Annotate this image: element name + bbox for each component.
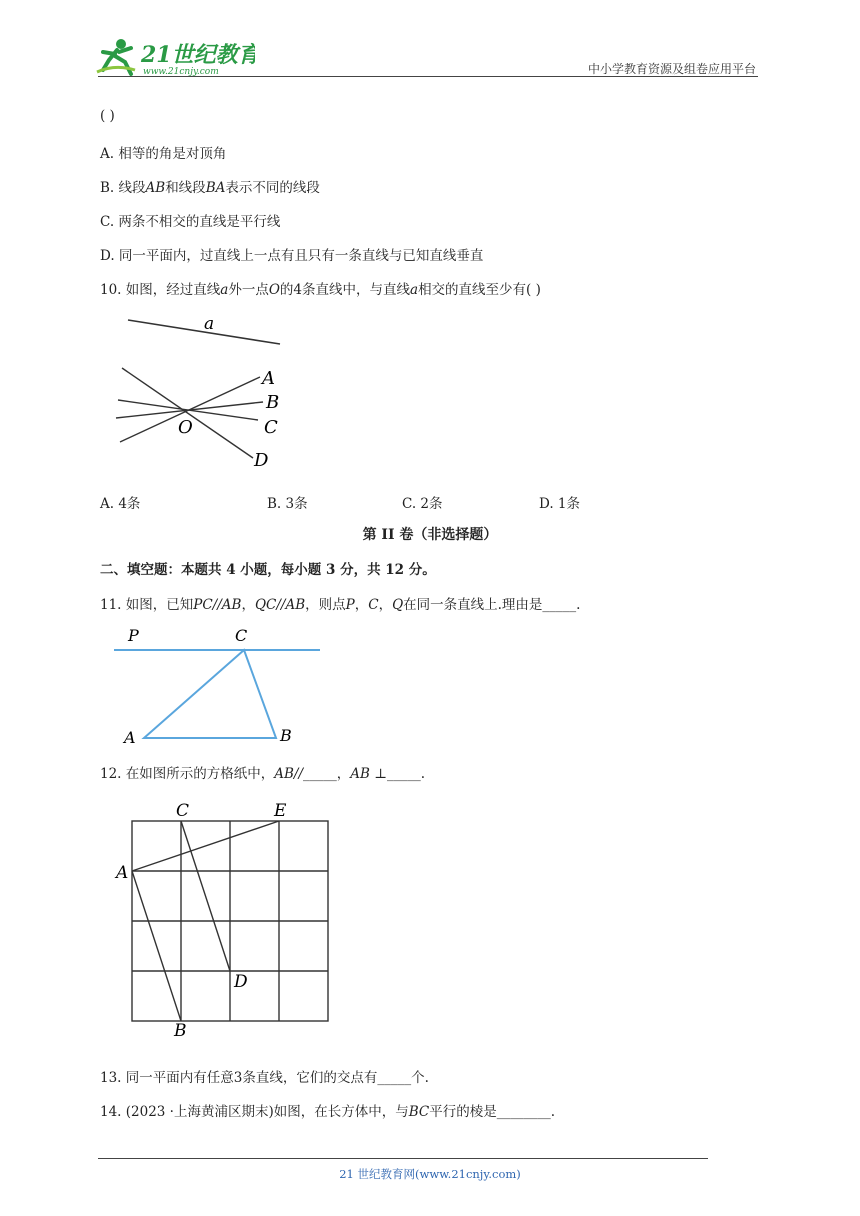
q12-stem: 12. 在如图所示的方格纸中，AB//_____，AB ⊥_____. (100, 766, 426, 782)
label-D: D (254, 450, 269, 471)
q9-option-d: D. 同一平面内，过直线上一点有且只有一条直线与已知直线垂直 (100, 248, 484, 264)
q9-bracket: ( ) (100, 108, 115, 124)
q10-option-d: D. 1条 (539, 496, 581, 512)
footer-divider (98, 1158, 708, 1159)
runner-icon (97, 39, 135, 74)
label-C: C (176, 801, 190, 821)
q10-option-b: B. 3条 (267, 496, 308, 512)
logo-url-text: www.21cnjy.com (143, 67, 219, 77)
label-O: O (178, 417, 193, 438)
footer-text: 21 世纪教育网(www.21cnjy.com) (339, 1167, 521, 1181)
triangle-abc (144, 650, 276, 738)
section-subtitle: 二、填空题：本题共 4 小题，每小题 3 分，共 12 分。 (100, 562, 436, 578)
section-title: 第 II 卷（非选择题） (362, 527, 498, 543)
label-C: C (235, 626, 248, 645)
line-od (122, 368, 253, 458)
q10-option-c: C. 2条 (402, 496, 443, 512)
label-D: D (234, 972, 248, 992)
segment-ab (132, 871, 181, 1021)
segment-cd (181, 821, 230, 971)
q10-option-a: A. 4条 (100, 496, 141, 512)
label-A: A (262, 368, 275, 389)
label-A: A (124, 728, 136, 747)
q13-stem: 13. 同一平面内有任意3条直线，它们的交点有_____个. (100, 1070, 429, 1086)
label-C: C (264, 417, 278, 438)
label-P: P (128, 626, 139, 645)
q14-stem: 14. (2023 ·上海黄浦区期末)如图，在长方体中，与BC平行的棱是________. (100, 1104, 556, 1120)
logo-main-text: 21世纪教育 (141, 42, 255, 68)
q9-option-a: A. 相等的角是对顶角 (100, 146, 227, 162)
header-divider (98, 76, 758, 77)
q9-option-b: B. 线段AB和线段BA表示不同的线段 (100, 180, 320, 196)
q12-figure (112, 796, 342, 1046)
q9-option-c: C. 两条不相交的直线是平行线 (100, 214, 281, 230)
grid (132, 821, 328, 1021)
label-A: A (116, 863, 129, 883)
label-a: a (204, 314, 215, 334)
q10-stem: 10. 如图，经过直线a外一点O的4条直线中，与直线a相交的直线至少有( ) (100, 282, 541, 298)
q10-figure (108, 310, 308, 475)
label-B: B (174, 1021, 187, 1041)
site-logo (95, 34, 255, 78)
header-platform-text: 中小学教育资源及组卷应用平台 (587, 62, 756, 76)
q11-figure (108, 622, 328, 752)
segment-ae (132, 821, 279, 871)
q11-stem: 11. 如图，已知PC//AB，QC//AB，则点P，C，Q在同一条直线上.理由是_____. (100, 597, 581, 613)
label-B: B (266, 392, 280, 413)
label-B: B (280, 726, 292, 745)
label-E: E (274, 801, 287, 821)
